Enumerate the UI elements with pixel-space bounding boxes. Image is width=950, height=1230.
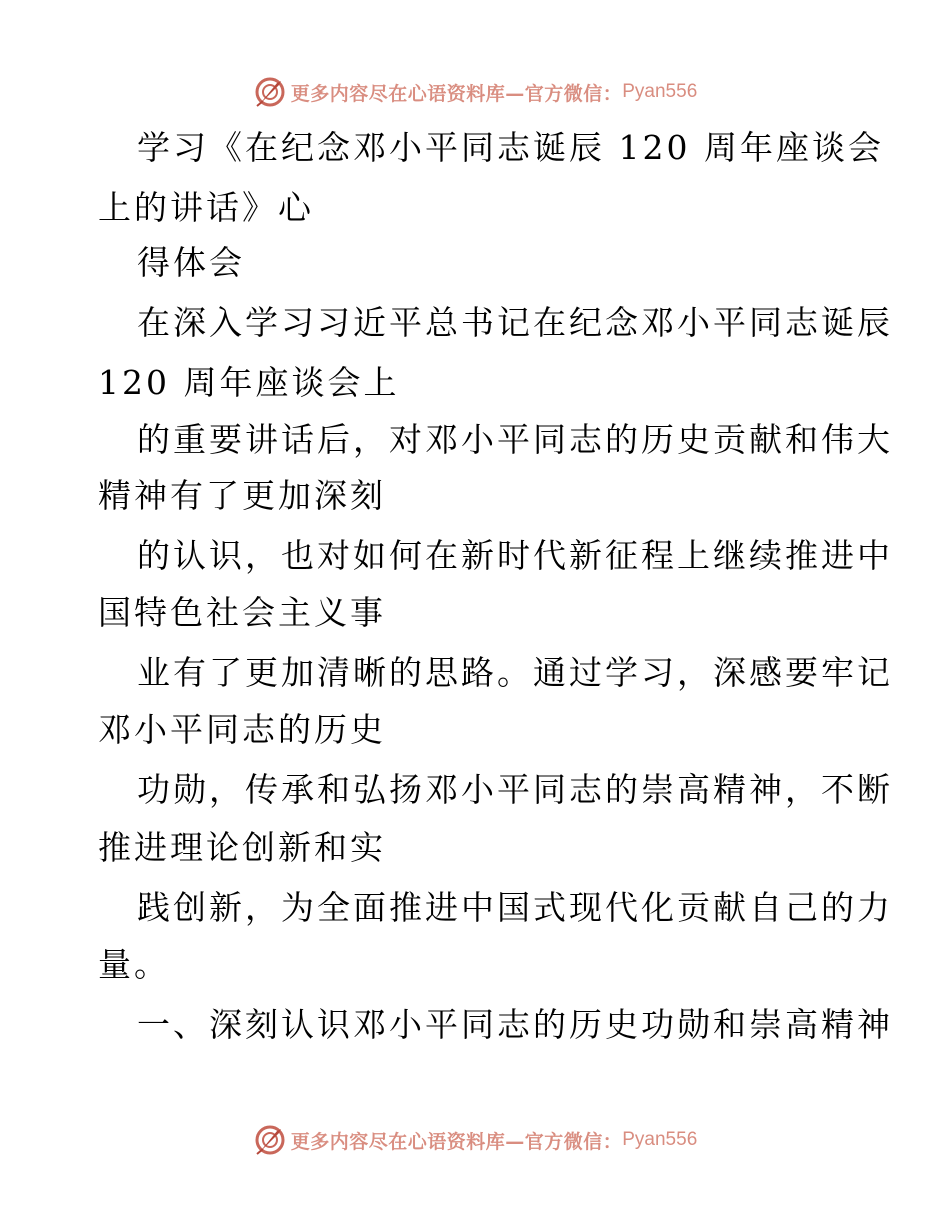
title-line-2: 上的讲话》心 — [98, 188, 314, 227]
text-line: 业有了更加清晰的思路。通过学习，深感要牢记 — [137, 653, 893, 692]
text-line: 践创新，为全面推进中国式现代化贡献自己的力 — [137, 888, 893, 927]
text-line: 的认识，也对如何在新时代新征程上继续推进中 — [137, 536, 893, 575]
quill-logo-icon — [253, 1123, 287, 1157]
title-line-3: 得体会 — [137, 243, 245, 282]
text-line: 功勋，传承和弘扬邓小平同志的崇高精神，不断 — [137, 770, 893, 809]
text-line: 国特色社会主义事 — [98, 593, 386, 632]
text-line: 在深入学习习近平总书记在纪念邓小平同志诞辰 — [137, 303, 893, 342]
text-line: 的重要讲话后，对邓小平同志的历史贡献和伟大 — [137, 420, 893, 459]
watermark-text: 更多内容尽在心语资料库—官方微信： — [290, 82, 623, 105]
text-line: 邓小平同志的历史 — [98, 710, 386, 749]
text-line: 推进理论创新和实 — [98, 828, 386, 867]
watermark-footer — [0, 1120, 950, 1160]
section-heading: 一、深刻认识邓小平同志的历史功勋和崇高精神 — [137, 1005, 893, 1044]
watermark-text: 更多内容尽在心语资料库—官方微信： — [290, 1130, 623, 1153]
text-line: 120 周年座谈会上 — [98, 363, 400, 402]
watermark-header — [0, 72, 950, 112]
watermark-handle: Pyan556 — [622, 1129, 698, 1150]
text-line: 精神有了更加深刻 — [98, 476, 386, 515]
watermark-handle: Pyan556 — [622, 81, 698, 102]
quill-logo-icon — [253, 75, 287, 109]
title-line-1: 学习《在纪念邓小平同志诞辰 120 周年座谈会 — [137, 128, 884, 167]
text-line: 量。 — [98, 945, 170, 984]
